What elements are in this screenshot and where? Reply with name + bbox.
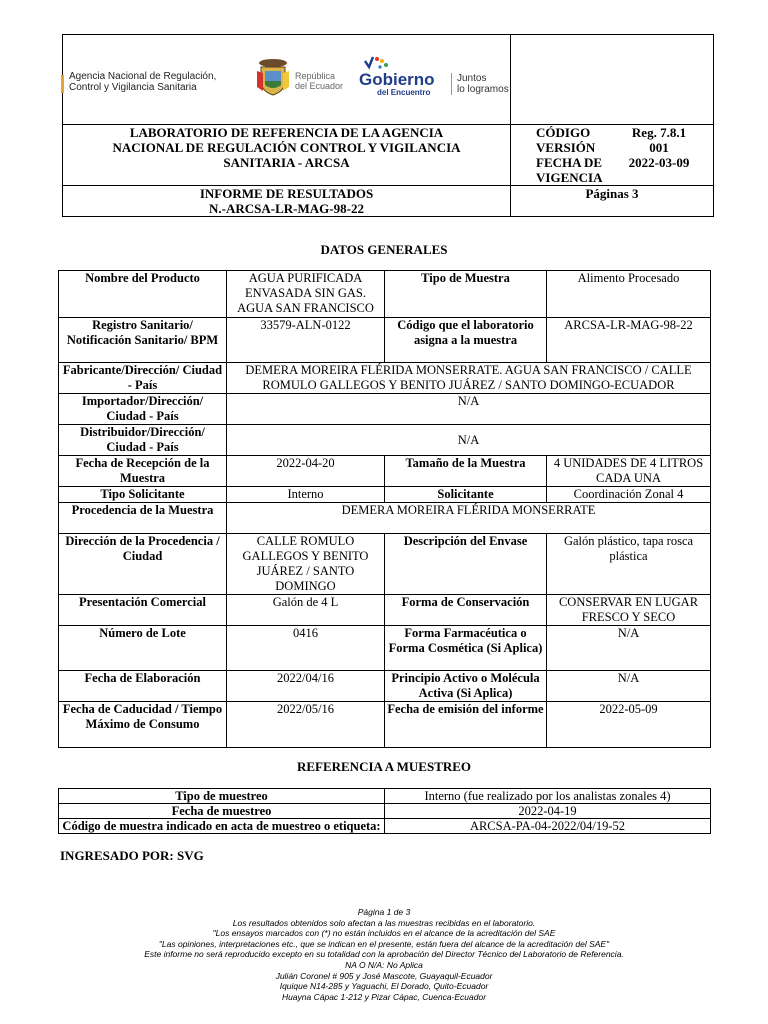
requester-type-label: Tipo Solicitante (59, 487, 227, 503)
page-footer (0, 907, 768, 1002)
lab-code-value: ARCSA-LR-MAG-98-22 (547, 318, 711, 363)
sample-type-label: Tipo de Muestra (385, 271, 547, 318)
issue-label: Fecha de emisión del informe (385, 702, 547, 748)
origin-value: DEMERA MOREIRA FLÉRIDA MONSERRATE (227, 503, 711, 534)
container-value: Galón plástico, tapa rosca plástica (547, 534, 711, 595)
ecuador-coat-of-arms-icon (255, 57, 291, 97)
logos-cell (63, 35, 511, 125)
document-header (62, 34, 714, 217)
report-title: INFORME DE RESULTADOS N.-ARCSA-LR-MAG-98-22 (63, 186, 511, 217)
logos-empty-cell (511, 35, 714, 125)
arcsa-logo: Agencia Nacional de Regulación, Control y Vigilancia Sanitaria (69, 71, 216, 93)
registry-value: 33579-ALN-0122 (227, 318, 385, 363)
origin-address-value: CALLE ROMULO GALLEGOS Y BENITO JUÁREZ / SANTO DOMINGO (227, 534, 385, 595)
reception-label: Fecha de Recepción de la Muestra (59, 456, 227, 487)
lab-title: LABORATORIO DE REFERENCIA DE LA AGENCIA NACIONAL DE REGULACIÓN CONTROL Y VIGILANCIA SANITARIA - ARCSA (63, 125, 511, 186)
footer-line: Iquique N14-285 y Yaguachi, El Dorado, Quito-Ecuador (279, 981, 489, 992)
table-row (59, 394, 711, 425)
expiry-value: 2022/05/16 (227, 702, 385, 748)
table-row (59, 425, 711, 456)
entered-by: INGRESADO POR: SVG (60, 848, 204, 863)
sampling-type-label: Tipo de muestreo (59, 789, 385, 804)
lab-code-label: Código que el laboratorio asigna a la muestra (385, 318, 547, 363)
sampling-type-value: Interno (fue realizado por los analistas zonales 4) (385, 789, 711, 804)
footer-line: Página 1 de 3 (357, 907, 411, 917)
presentation-label: Presentación Comercial (59, 595, 227, 626)
table-row (59, 456, 711, 487)
table-row (59, 534, 711, 595)
gobierno-logo: Gobierno del Encuentro (359, 70, 435, 97)
origin-label: Procedencia de la Muestra (59, 503, 227, 534)
sampling-date-value: 2022-04-19 (385, 804, 711, 819)
footer-line: Este informe no será reproducido excepto en su totalidad con la aprobación del Director Técnico del Laboratorio de Referencia. (144, 949, 624, 960)
size-value: 4 UNIDADES DE 4 LITROS CADA UNA (547, 456, 711, 487)
table-row (59, 626, 711, 671)
footer-line: Julián Coronel # 905 y José Mascote, Guayaquil-Ecuador (275, 970, 493, 981)
table-row (59, 363, 711, 394)
table-row (59, 318, 711, 363)
manufacturer-value: DEMERA MOREIRA FLÉRIDA MONSERRATE. AGUA SAN FRANCISCO / CALLE ROMULO GALLEGOS Y BENITO JUÁREZ / SANTO DOMINGO-ECUADOR (227, 363, 711, 394)
active-value: N/A (547, 671, 711, 702)
pharma-value: N/A (547, 626, 711, 671)
table-row (59, 819, 711, 834)
table-row (59, 702, 711, 748)
product-label: Nombre del Producto (59, 271, 227, 318)
footer-line: NA O N/A: No Aplica (345, 959, 423, 970)
juntos-logo: Juntos lo logramos (451, 73, 509, 95)
reception-value: 2022-04-20 (227, 456, 385, 487)
footer-line: "Los ensayos marcados con (*) no están incluidos en el alcance de la acreditación del SAE (212, 928, 556, 939)
lot-label: Número de Lote (59, 626, 227, 671)
expiry-label: Fecha de Caducidad / Tiempo Máximo de Consumo (59, 702, 227, 748)
sampling-date-label: Fecha de muestreo (59, 804, 385, 819)
sample-type-value: Alimento Procesado (547, 271, 711, 318)
conservation-value: CONSERVAR EN LUGAR FRESCO Y SECO (547, 595, 711, 626)
footer-line: Los resultados obtenidos solo afectan a las muestras recibidas en el laboratorio. (232, 917, 536, 928)
active-label: Principio Activo o Molécula Activa (Si Aplica) (385, 671, 547, 702)
requester-label: Solicitante (385, 487, 547, 503)
general-data-table (58, 270, 711, 748)
requester-value: Coordinación Zonal 4 (547, 487, 711, 503)
page-count: Páginas 3 (511, 186, 714, 217)
table-row (59, 503, 711, 534)
importer-value: N/A (227, 394, 711, 425)
table-row (59, 595, 711, 626)
document-meta: CÓDIGO Reg. 7.8.1 VERSIÓN 001 FECHA DE 2022-03-09 VIGENCIA (511, 125, 714, 186)
presentation-value: Galón de 4 L (227, 595, 385, 626)
pharma-label: Forma Farmacéutica o Forma Cosmética (Si Aplica) (385, 626, 547, 671)
table-row (59, 671, 711, 702)
manufacturer-label: Fabricante/Dirección/ Ciudad - País (59, 363, 227, 394)
table-row (59, 789, 711, 804)
table-row (59, 487, 711, 503)
size-label: Tamaño de la Muestra (385, 456, 547, 487)
footer-line: "Las opiniones, interpretaciones etc., que se indican en el presente, están fuera del alcance de la acreditación del SAE" (158, 938, 610, 949)
manufacture-date-label: Fecha de Elaboración (59, 671, 227, 702)
lot-value: 0416 (227, 626, 385, 671)
sampling-table (58, 788, 711, 834)
requester-type-value: Interno (227, 487, 385, 503)
issue-value: 2022-05-09 (547, 702, 711, 748)
manufacture-date-value: 2022/04/16 (227, 671, 385, 702)
table-row (59, 804, 711, 819)
importer-label: Importador/Dirección/ Ciudad - País (59, 394, 227, 425)
product-value: AGUA PURIFICADA ENVASADA SIN GAS. AGUA SAN FRANCISCO (227, 271, 385, 318)
republica-logo-text: República del Ecuador (295, 71, 344, 91)
distributor-value: N/A (227, 425, 711, 456)
general-data-title: DATOS GENERALES (320, 242, 448, 257)
footer-line: Huayna Cápac 1-212 y Pizar Cápac, Cuenca-Ecuador (281, 991, 487, 1002)
distributor-label: Distribuidor/Dirección/ Ciudad - País (59, 425, 227, 456)
container-label: Descripción del Envase (385, 534, 547, 595)
table-row (59, 271, 711, 318)
gobierno-star-icon (361, 55, 391, 71)
registry-label: Registro Sanitario/ Notificación Sanitario/ BPM (59, 318, 227, 363)
conservation-label: Forma de Conservación (385, 595, 547, 626)
sample-code-value: ARCSA-PA-04-2022/04/19-52 (385, 819, 711, 834)
origin-address-label: Dirección de la Procedencia / Ciudad (59, 534, 227, 595)
sampling-title: REFERENCIA A MUESTREO (296, 759, 472, 774)
sample-code-label: Código de muestra indicado en acta de muestreo o etiqueta: (59, 819, 385, 834)
